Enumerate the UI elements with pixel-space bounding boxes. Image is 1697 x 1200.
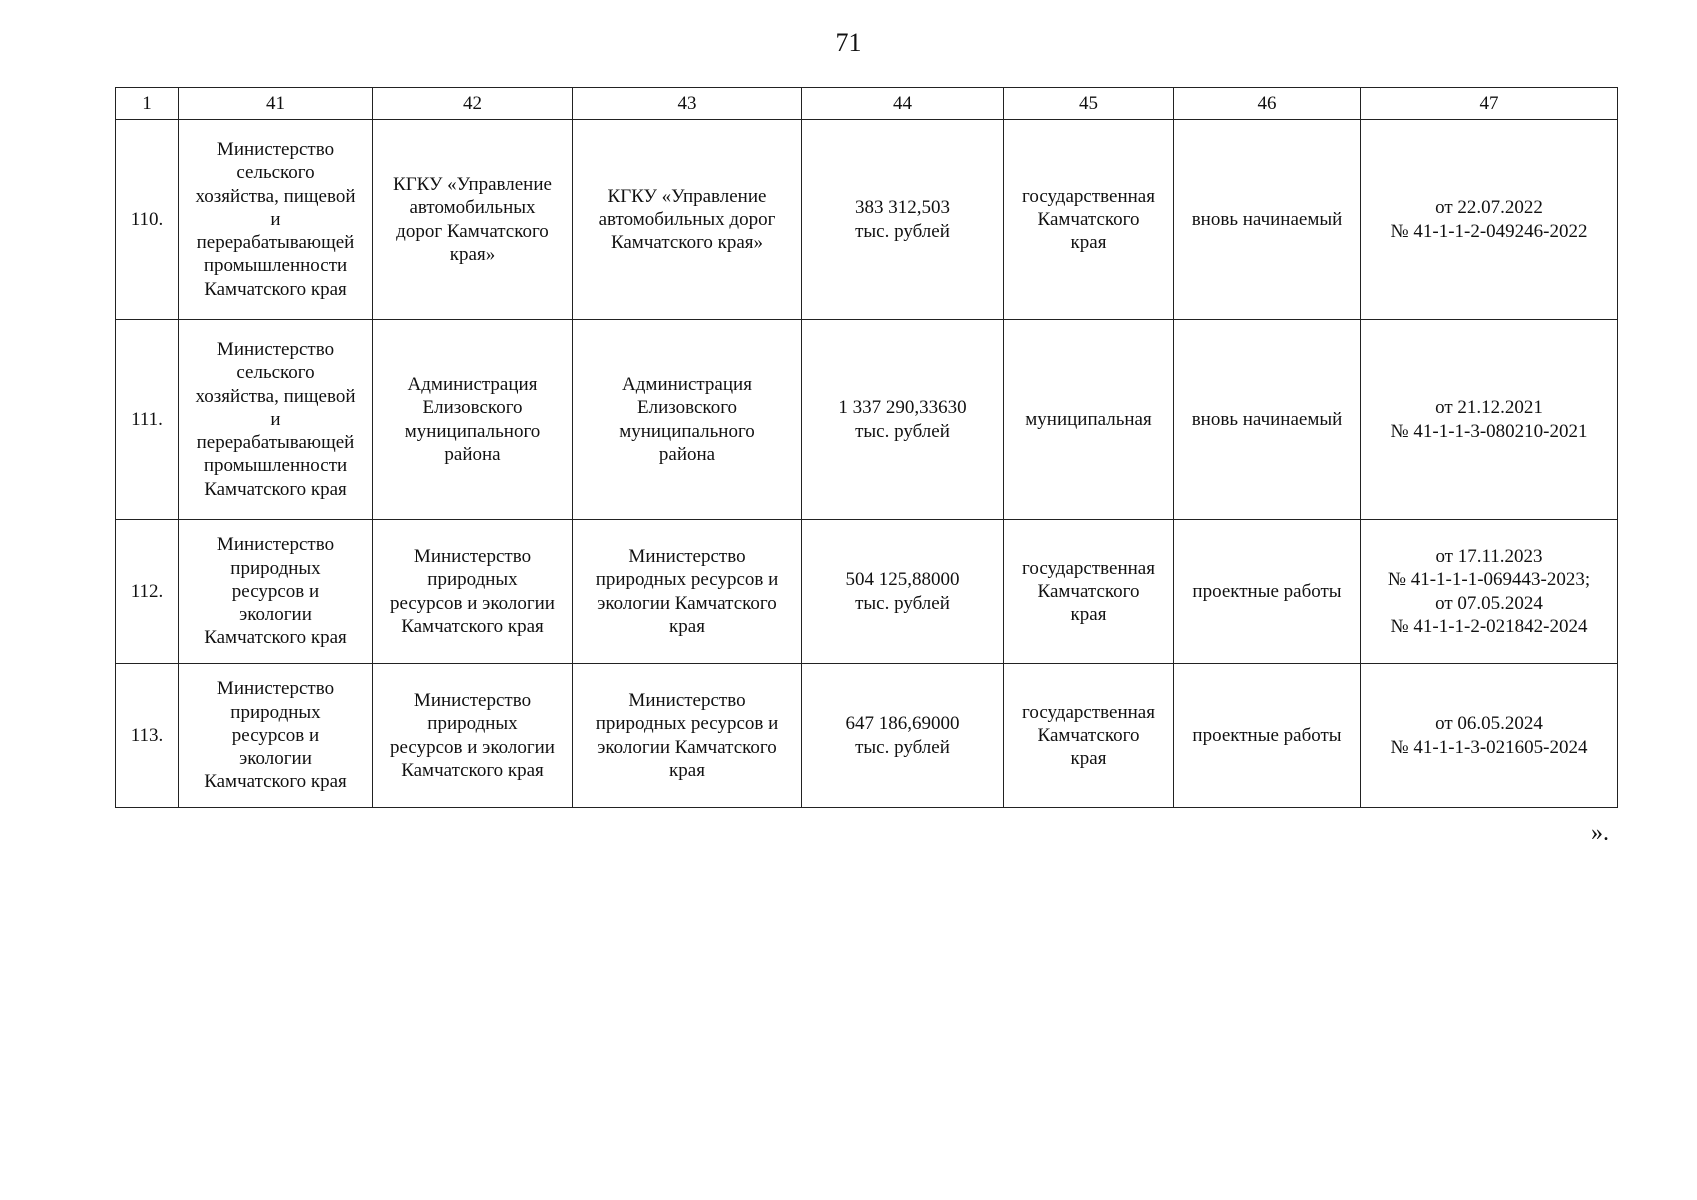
table-row <box>116 120 1618 320</box>
status-cell: вновь начинаемый <box>1174 120 1361 320</box>
cost-cell: 383 312,503 тыс. рублей <box>802 120 1004 320</box>
table-row <box>116 520 1618 664</box>
status-cell: вновь начинаемый <box>1174 320 1361 520</box>
registry-table <box>115 87 1618 808</box>
customer-cell: Министерство сельского хозяйства, пищевой и перерабатывающей промышленности Камчатского края <box>179 320 373 520</box>
ownership-cell: государственная Камчатского края <box>1004 520 1174 664</box>
column-header: 46 <box>1174 88 1361 120</box>
developer-cell: КГКУ «Управление автомобильных дорог Камчатского края» <box>373 120 573 320</box>
column-header: 45 <box>1004 88 1174 120</box>
cost-cell: 504 125,88000 тыс. рублей <box>802 520 1004 664</box>
contractor-cell: Администрация Елизовского муниципального района <box>573 320 802 520</box>
expertise-cell: от 06.05.2024 № 41-1-1-3-021605-2024 <box>1361 664 1618 808</box>
cost-cell: 647 186,69000 тыс. рублей <box>802 664 1004 808</box>
ownership-cell: государственная Камчатского края <box>1004 120 1174 320</box>
expertise-cell: от 17.11.2023 № 41-1-1-1-069443-2023; от 07.05.2024 № 41-1-1-2-021842-2024 <box>1361 520 1618 664</box>
expertise-cell: от 21.12.2021 № 41-1-1-3-080210-2021 <box>1361 320 1618 520</box>
row-number-cell: 110. <box>116 120 179 320</box>
status-cell: проектные работы <box>1174 664 1361 808</box>
row-number-cell: 112. <box>116 520 179 664</box>
developer-cell: Министерство природных ресурсов и экологии Камчатского края <box>373 520 573 664</box>
customer-cell: Министерство природных ресурсов и экологии Камчатского края <box>179 520 373 664</box>
row-number-cell: 111. <box>116 320 179 520</box>
column-header: 43 <box>573 88 802 120</box>
page-number: 71 <box>835 28 862 57</box>
cost-cell: 1 337 290,33630 тыс. рублей <box>802 320 1004 520</box>
table-row <box>116 320 1618 520</box>
contractor-cell: Министерство природных ресурсов и экологии Камчатского края <box>573 520 802 664</box>
row-number-cell: 113. <box>116 664 179 808</box>
customer-cell: Министерство природных ресурсов и экологии Камчатского края <box>179 664 373 808</box>
ownership-cell: государственная Камчатского края <box>1004 664 1174 808</box>
table-row <box>116 664 1618 808</box>
column-number-row <box>116 88 1618 120</box>
contractor-cell: Министерство природных ресурсов и экологии Камчатского края <box>573 664 802 808</box>
customer-cell: Министерство сельского хозяйства, пищевой и перерабатывающей промышленности Камчатского края <box>179 120 373 320</box>
developer-cell: Администрация Елизовского муниципального района <box>373 320 573 520</box>
ownership-cell: муниципальная <box>1004 320 1174 520</box>
status-cell: проектные работы <box>1174 520 1361 664</box>
column-header: 44 <box>802 88 1004 120</box>
closing-quote-mark: ». <box>1591 820 1609 846</box>
developer-cell: Министерство природных ресурсов и экологии Камчатского края <box>373 664 573 808</box>
column-header: 1 <box>116 88 179 120</box>
column-header: 47 <box>1361 88 1618 120</box>
expertise-cell: от 22.07.2022 № 41-1-1-2-049246-2022 <box>1361 120 1618 320</box>
column-header: 42 <box>373 88 573 120</box>
contractor-cell: КГКУ «Управление автомобильных дорог Камчатского края» <box>573 120 802 320</box>
column-header: 41 <box>179 88 373 120</box>
